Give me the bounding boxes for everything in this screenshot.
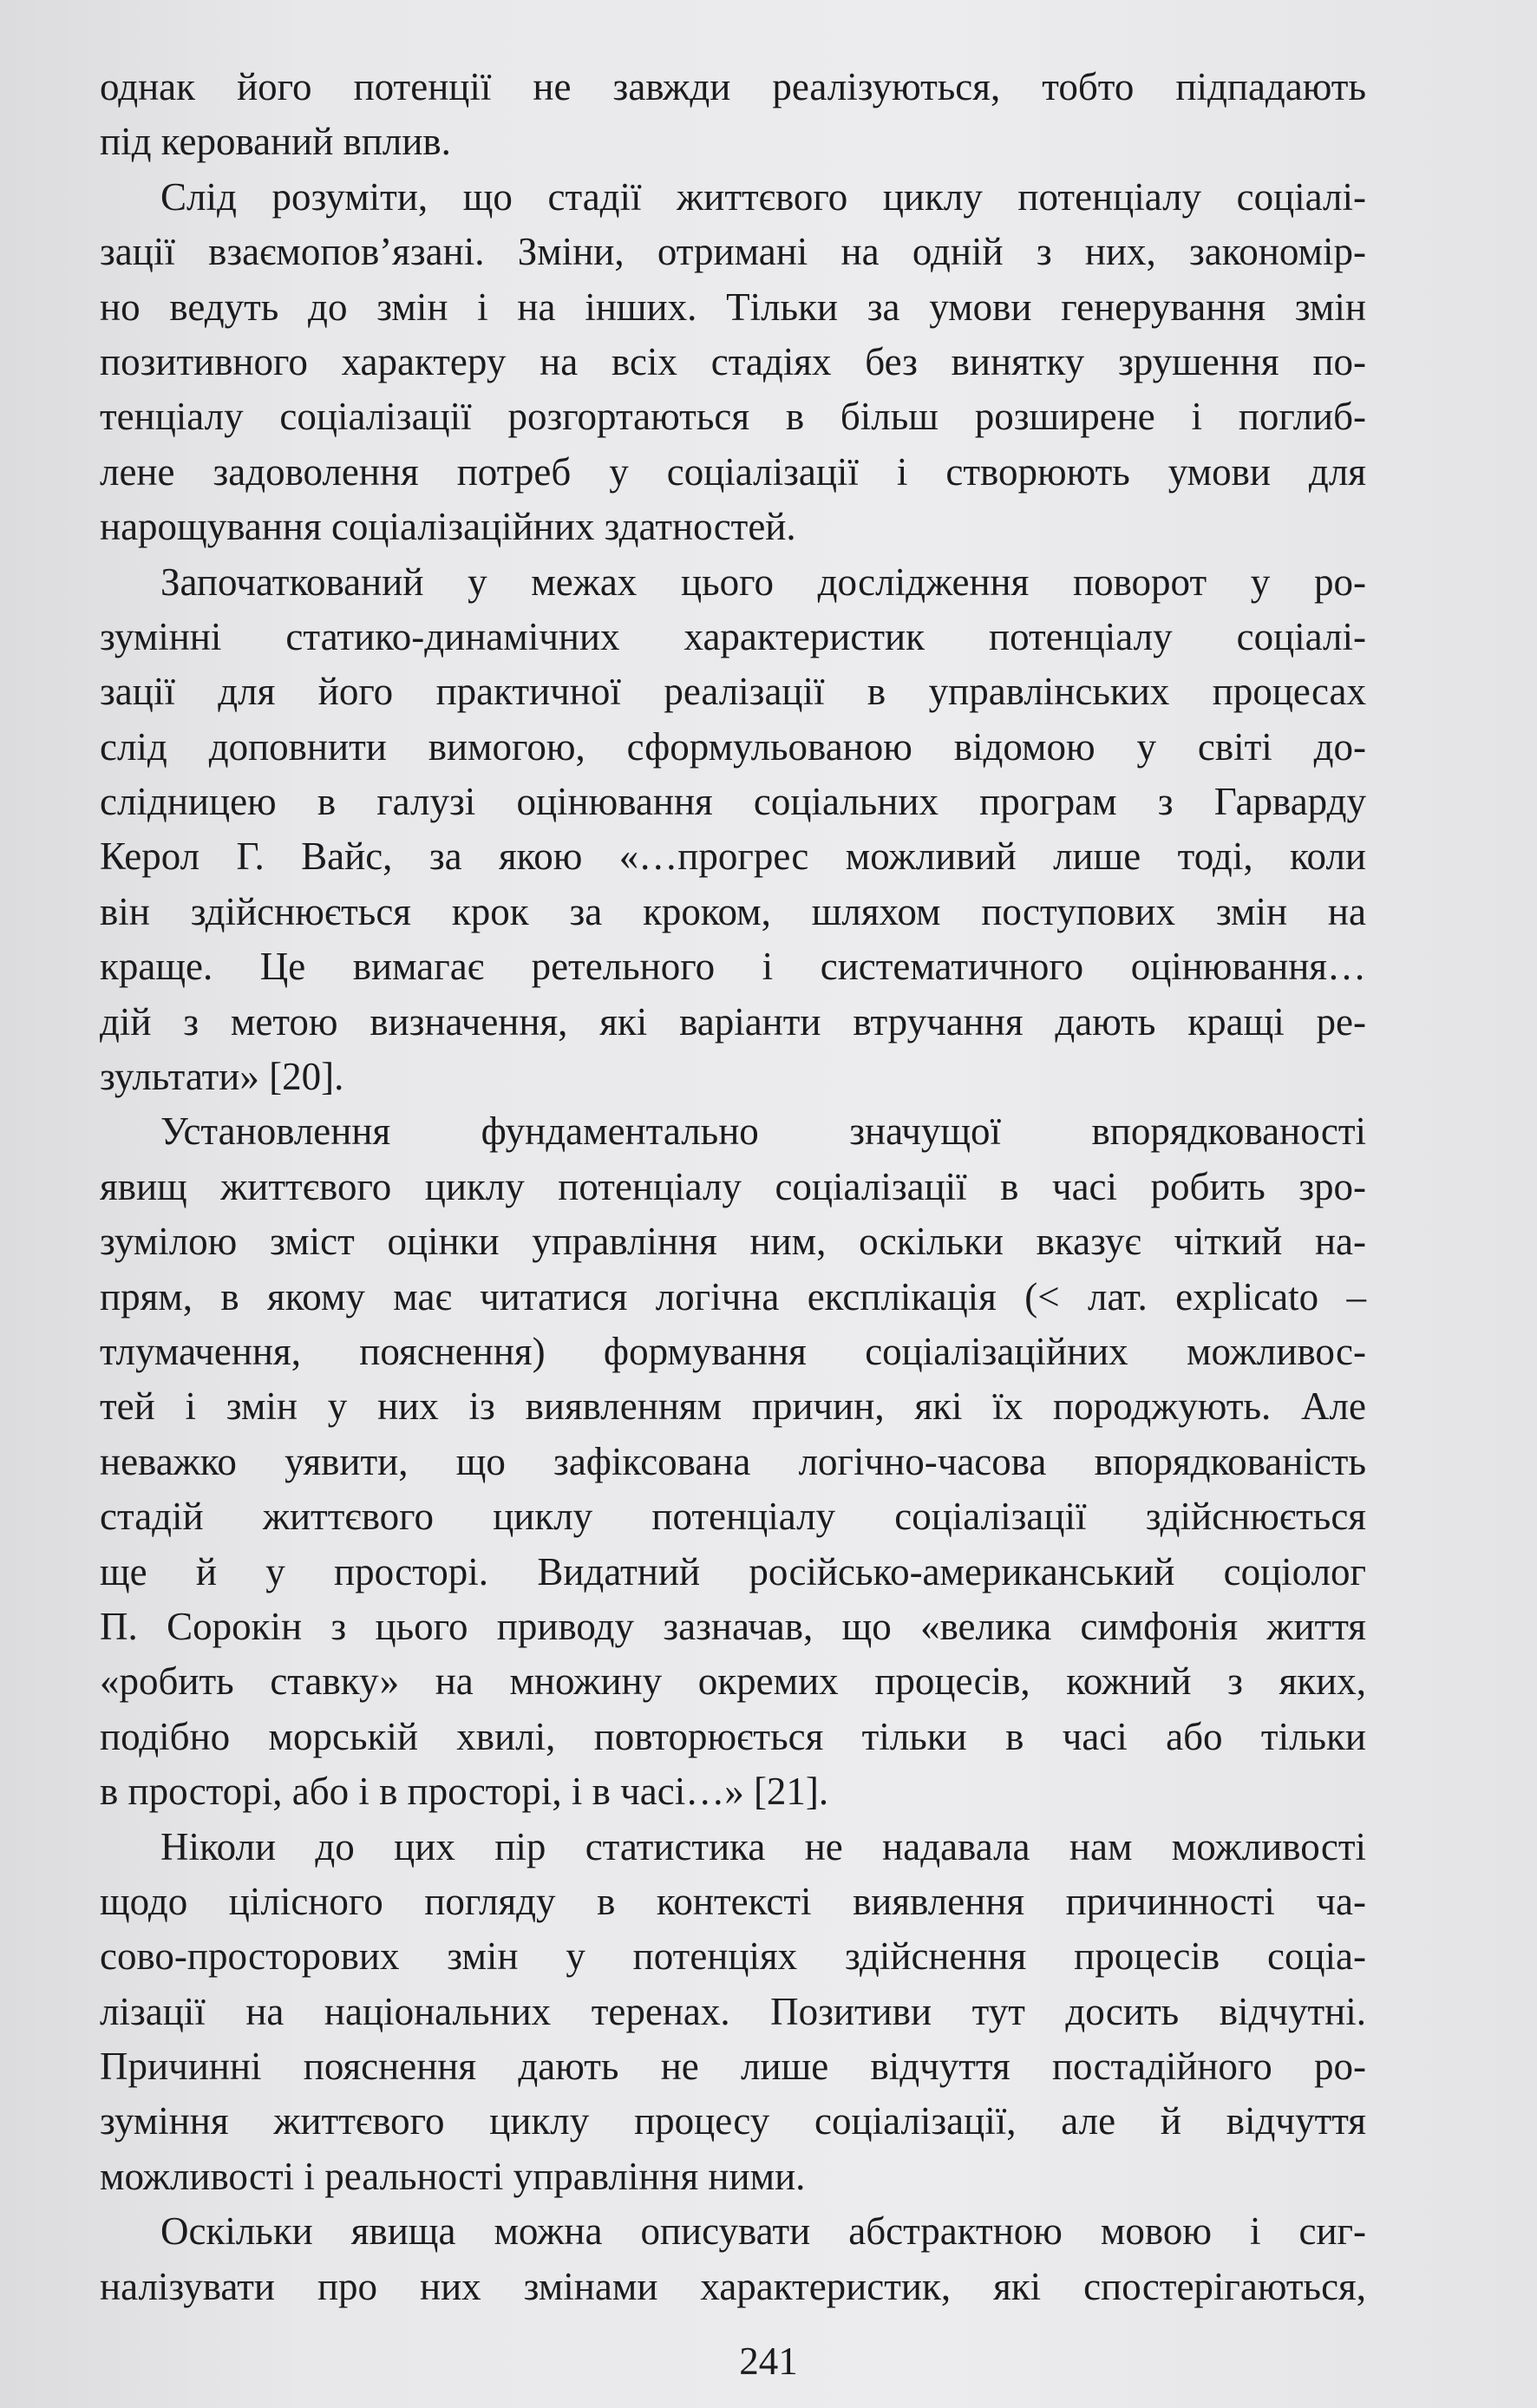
text-line: зультати» [20].: [100, 1055, 344, 1099]
text-line: Причинні пояснення дають не лише відчуття постадійного ро-: [100, 2045, 1366, 2089]
text-line: Керол Г. Вайс, за якою «…прогрес можливий лише тоді, коли: [100, 834, 1366, 879]
paragraph: [100, 170, 1366, 555]
text-line: Ніколи до цих пір статистика не надавала нам можливості: [160, 1824, 1366, 1868]
text-line: під керований вплив.: [100, 120, 451, 164]
text-line: зуміння життєвого циклу процесу соціалізації, але й відчуття: [100, 2099, 1366, 2143]
text-line: позитивного характеру на всіх стадіях без винятку зрушення по-: [100, 339, 1366, 383]
text-line: «робить ставку» на множину окремих процесів, кожний з яких,: [100, 1659, 1366, 1704]
page-number: 241: [739, 2339, 798, 2383]
text-line: Установлення фундаментально значущої впорядкованості: [160, 1109, 1366, 1154]
text-line: можливості і реальності управління ними.: [100, 2154, 806, 2198]
text-line: в просторі, або і в просторі, і в часі…» [21].: [100, 1770, 829, 1814]
text-line: но ведуть до змін і на інших. Тільки за умови генерування змін: [100, 285, 1366, 329]
text-line: лізації на національних теренах. Позитиви тут досить відчутні.: [100, 1989, 1366, 2033]
text-line: ще й у просторі. Видатний російсько-американський соціолог: [100, 1549, 1366, 1593]
text-line: зумінні статико-динамічних характеристик потенціалу соціалі-: [100, 614, 1366, 658]
text-line: стадій життєвого циклу потенціалу соціалізації здійснюється: [100, 1495, 1366, 1539]
text-line: сово-просторових змін у потенціях здійснення процесів соціа-: [100, 1934, 1366, 1979]
text-line: краще. Це вимагає ретельного і систематичного оцінювання…: [100, 945, 1366, 989]
text-line: тлумачення, пояснення) формування соціалізаційних можливос-: [100, 1329, 1366, 1373]
text-line: зумілою зміст оцінки управління ним, оскільки вказує чіткий на-: [100, 1220, 1366, 1264]
paragraph: [100, 60, 1366, 170]
paragraph: [100, 2204, 1366, 2314]
text-line: Слід розуміти, що стадії життєвого циклу потенціалу соціалі-: [160, 174, 1366, 219]
paragraph: [100, 1104, 1366, 1819]
text-line: однак його потенції не завжди реалізуються, тобто підпадають: [100, 65, 1366, 108]
text-line: дій з метою визначення, які варіанти втручання дають кращі ре-: [100, 999, 1366, 1044]
text-line: слід доповнити вимогою, сформульованою відомою у світі до-: [100, 724, 1366, 769]
text-line: П. Сорокін з цього приводу зазначав, що «велика симфонія життя: [100, 1604, 1366, 1648]
paragraph: [100, 555, 1366, 1105]
text-line: слідницею в галузі оцінювання соціальних програм з Гарварду: [100, 780, 1366, 824]
text-line: тенціалу соціалізації розгортаються в більш розширене і поглиб-: [100, 395, 1366, 439]
text-line: тей і змін у них із виявленням причин, які їх породжують. Але: [100, 1384, 1366, 1429]
page-body-text: [100, 60, 1366, 2314]
text-line: налізувати про них змінами характеристик, які спостерігаються,: [100, 2264, 1366, 2308]
paragraph: [100, 1820, 1366, 2205]
text-line: зації взаємопов’язані. Зміни, отримані на одній з них, закономір-: [100, 230, 1366, 274]
text-line: Оскільки явища можна описувати абстрактною мовою і сиг-: [160, 2209, 1366, 2254]
text-line: неважко уявити, що зафіксована логічно-часова впорядкованість: [100, 1439, 1366, 1483]
text-line: явищ життєвого циклу потенціалу соціалізації в часі робить зро-: [100, 1164, 1366, 1208]
text-line: він здійснюється крок за кроком, шляхом поступових змін на: [100, 889, 1366, 933]
text-line: нарощування соціалізаційних здатностей.: [100, 505, 796, 549]
text-line: щодо цілісного погляду в контексті виявлення причинності ча-: [100, 1879, 1366, 1923]
text-line: подібно морській хвилі, повторюється тільки в часі або тільки: [100, 1714, 1366, 1758]
text-line: лене задоволення потреб у соціалізації і створюють умови для: [100, 449, 1366, 494]
text-line: зації для його практичної реалізації в управлінських процесах: [100, 670, 1366, 714]
text-line: Започаткований у межах цього дослідження поворот у ро-: [160, 559, 1366, 604]
text-line: прям, в якому має читатися логічна експлікація (< лат. explicato –: [100, 1274, 1366, 1319]
